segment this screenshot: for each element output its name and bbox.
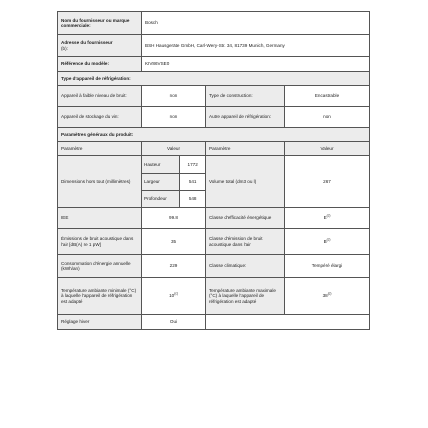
energy-class-value: E [323, 215, 327, 221]
winter-row [58, 315, 370, 330]
wine-label: Appareil de stockage du vin: [58, 107, 142, 128]
max-temp-cell [285, 278, 370, 315]
noise-class-value: B [323, 238, 327, 244]
dimensions-table [142, 156, 205, 207]
iee-value: 99.8 [142, 208, 206, 229]
dimension-row [142, 156, 205, 173]
noise-row [58, 229, 370, 255]
climate-value: Tempéré élargi [285, 255, 370, 278]
supplier-name-row [58, 12, 370, 35]
height-label: Hauteur [142, 156, 180, 173]
model-row [58, 57, 370, 72]
winter-value: Oui [142, 315, 206, 330]
construction-label: Type de construction: [206, 86, 285, 107]
temperature-row [58, 278, 370, 315]
param-header-1: Paramètre [58, 142, 142, 156]
noise-label: Émissions de bruit acoustique dans l'air [dB(A) re 1 pW] [58, 229, 142, 255]
general-header-row [58, 142, 370, 156]
width-value: 541 [180, 173, 205, 190]
value-header-1: Valeur [142, 142, 206, 156]
supplier-name-label: Nom du fournisseur ou marque commerciale: [58, 12, 142, 35]
supplier-address-label-text: Adresse du fournisseur [61, 40, 113, 46]
max-temp-note: (c) [327, 291, 332, 296]
other-appliance-label: Autre appareil de réfrigération: [206, 107, 285, 128]
energy-class-label: Classe d'efficacité énergétique [206, 208, 285, 229]
empty-cell [206, 315, 370, 330]
info-table [57, 11, 370, 330]
param-header-2: Paramètre [206, 142, 285, 156]
min-temp-cell [142, 278, 206, 315]
construction-value: Encastrable [285, 86, 370, 107]
depth-value: 548 [180, 190, 205, 207]
type-section-row [58, 72, 370, 86]
min-temp-note: (c) [174, 291, 178, 296]
volume-label: Volume total (dm3 ou l) [206, 156, 285, 208]
iee-label: IEE [58, 208, 142, 229]
height-value: 1772 [180, 156, 205, 173]
supplier-address-note: (b): [61, 45, 68, 51]
dimension-row [142, 173, 205, 190]
low-noise-value: non [142, 86, 206, 107]
supplier-address-label [58, 35, 142, 57]
value-header-2: Valeur [285, 142, 370, 156]
min-temp-label: Température ambiante minimale (°C) à laquelle l'appareil de réfrigération est adapté [58, 278, 142, 315]
energy-class-note: (c) [326, 213, 331, 218]
volume-value: 267 [285, 156, 370, 208]
noise-class-note: (c) [326, 237, 331, 242]
supplier-address-row [58, 35, 370, 57]
consumption-value: 229 [142, 255, 206, 278]
low-noise-label: Appareil à faible niveau de bruit: [58, 86, 142, 107]
consumption-row [58, 255, 370, 278]
consumption-label: Consommation d'énergie annuelle (kWh/an) [58, 255, 142, 278]
climate-label: Classe climatique: [206, 255, 285, 278]
width-label: Largeur [142, 173, 180, 190]
noise-class-label: Classe d'émission de bruit acoustique dans l'air [206, 229, 285, 255]
dimensions-label: Dimensions hors tout (millimètres) [58, 156, 142, 208]
supplier-address-value: BSH Hausgeräte GmbH, Carl-Wery-Str. 34, 81739 Munich, Germany [142, 35, 370, 57]
noise-class-cell [285, 229, 370, 255]
model-label: Référence du modèle: [58, 57, 142, 72]
min-temp-value: 10 [169, 293, 175, 299]
max-temp-label: Température ambiante maximale (°C) à laquelle l'appareil de réfrigération est adapté [206, 278, 285, 315]
low-noise-row [58, 86, 370, 107]
type-section-title: Type d'appareil de réfrigération: [58, 72, 370, 86]
model-value: KIV86VSE0 [142, 57, 370, 72]
dimension-row [142, 190, 205, 207]
max-temp-value: 38 [322, 293, 328, 299]
dimensions-row [58, 156, 370, 208]
other-appliance-value: non [285, 107, 370, 128]
noise-value: 35 [142, 229, 206, 255]
dimensions-cell [142, 156, 206, 208]
general-section-title: Paramètres généraux du produit: [58, 128, 370, 142]
depth-label: Profondeur [142, 190, 180, 207]
supplier-name-value: Bosch [142, 12, 370, 35]
wine-row [58, 107, 370, 128]
wine-value: non [142, 107, 206, 128]
product-information-sheet [57, 11, 369, 330]
energy-class-cell [285, 208, 370, 229]
winter-label: Réglage hiver [58, 315, 142, 330]
general-section-row [58, 128, 370, 142]
iee-row [58, 208, 370, 229]
